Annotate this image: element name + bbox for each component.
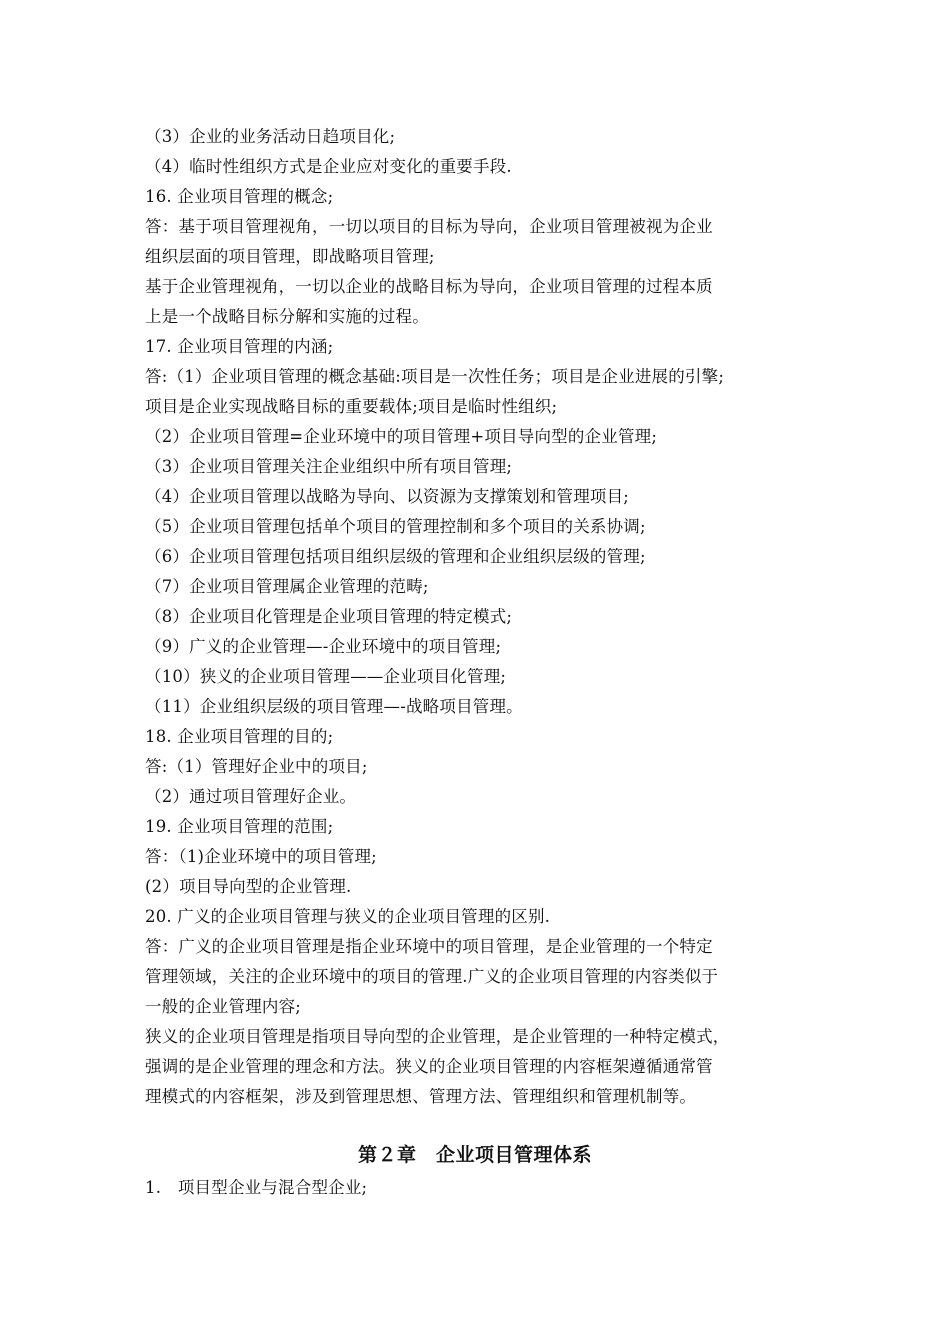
text-line: （6）企业项目管理包括项目组织层级的管理和企业组织层级的管理; [145,547,646,566]
question-20: 20. 广义的企业项目管理与狭义的企业项目管理的区别. [145,907,551,926]
text-line: （2）企业项目管理=企业环境中的项目管理+项目导向型的企业管理; [145,427,658,446]
text-line: （4）临时性组织方式是企业应对变化的重要手段. [145,157,512,176]
text-line: （2）通过项目管理好企业。 [145,787,357,806]
question-16: 16. 企业项目管理的概念; [145,187,334,206]
text-line: （10）狭义的企业项目管理——企业项目化管理; [145,667,507,686]
text-line: 答:（1）企业项目管理的概念基础:项目是一次性任务；项目是企业进展的引擎; [145,367,725,386]
text-line: （3）企业项目管理关注企业组织中所有项目管理; [145,457,513,476]
body-text [145,122,813,1112]
text-line: 答：广义的企业项目管理是指企业环境中的项目管理，是企业管理的一个特定 [145,937,713,956]
question-1: 1. 项目型企业与混合型企业; [145,1178,368,1197]
text-line: 答:（1）管理好企业中的项目; [145,757,368,776]
question-18: 18. 企业项目管理的目的; [145,727,334,746]
text-line: （7）企业项目管理属企业管理的范畴; [145,577,429,596]
question-17: 17. 企业项目管理的内涵; [145,337,334,356]
text-line: （11）企业组织层级的项目管理—-战略项目管理。 [145,697,523,716]
text-line: 理模式的内容框架，涉及到管理思想、管理方法、管理组织和管理机制等。 [145,1087,697,1106]
text-line: （3）企业的业务活动日趋项目化; [145,127,396,146]
question-19: 19. 企业项目管理的范围; [145,817,334,836]
text-line: （5）企业项目管理包括单个项目的管理控制和多个项目的关系协调; [145,517,646,536]
text-line: 狭义的企业项目管理是指项目导向型的企业管理，是企业管理的一种特定模式， [145,1027,730,1046]
text-line: (2）项目导向型的企业管理. [145,877,352,896]
chapter-body [145,1173,813,1203]
text-line: 组织层面的项目管理，即战略项目管理; [145,247,435,266]
text-line: （9）广义的企业管理—-企业环境中的项目管理; [145,637,502,656]
text-line: （8）企业项目化管理是企业项目管理的特定模式; [145,607,513,626]
text-line: 基于企业管理视角，一切以企业的战略目标为导向，企业项目管理的过程本质 [145,277,713,296]
text-line: 上是一个战略目标分解和实施的过程。 [145,307,429,326]
text-line: 答：（1)企业环境中的项目管理; [145,847,377,866]
text-line: 强调的是企业管理的理念和方法。狭义的企业项目管理的内容框架遵循通常管 [145,1057,713,1076]
text-line: 管理领域，关注的企业环境中的项目的管理.广义的企业项目管理的内容类似于 [145,967,719,986]
text-line: 项目是企业实现战略目标的重要载体;项目是临时性组织; [145,397,558,416]
text-line: 答：基于项目管理视角，一切以项目的目标为导向，企业项目管理被视为企业 [145,217,713,236]
text-line: （4）企业项目管理以战略为导向、以资源为支撑策划和管理项目; [145,487,630,506]
chapter-heading: 第２章 企业项目管理体系 [357,1144,592,1166]
text-line: 一般的企业管理内容; [145,997,302,1016]
